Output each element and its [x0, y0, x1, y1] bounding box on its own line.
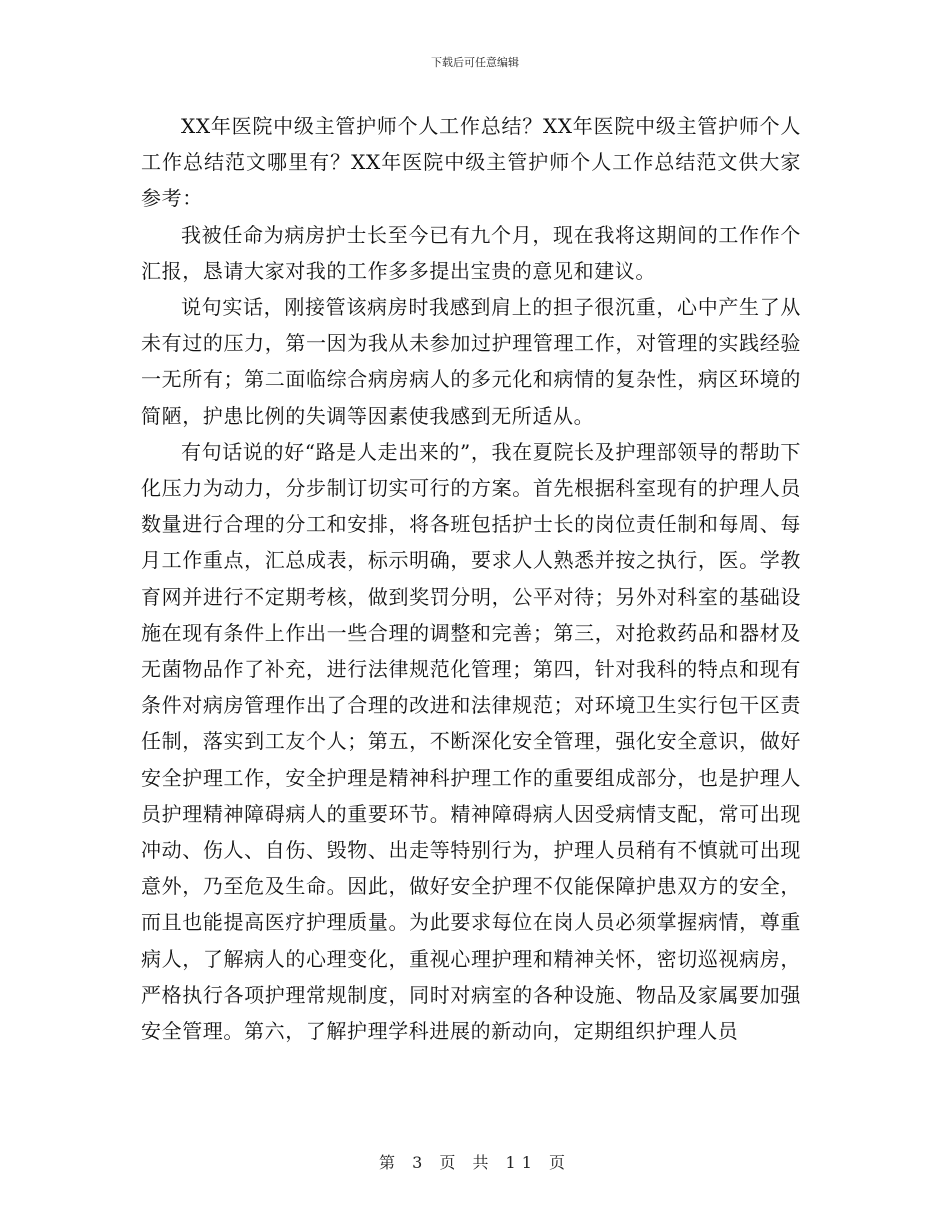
header-note: 下载后可任意编辑 [431, 56, 519, 69]
paragraph-pressure: 说句实话，刚接管该病房时我感到肩上的担子很沉重，心中产生了从未有过的压力，第一因为我从未参加过护理管理工作，对管理的实践经验一无所有；第二面临综合病房病人的多元化和病情的复杂性，病区环境的简陋，护患比例的失调等因素使我感到无所适从。 [141, 295, 801, 428]
document-body [141, 108, 801, 1049]
paragraph-appointment: 我被任命为病房护士长至今已有九个月，现在我将这期间的工作作个汇报，恳请大家对我的工作多多提出宝贵的意见和建议。 [141, 222, 801, 283]
paragraph-intro: XX年医院中级主管护师个人工作总结？XX年医院中级主管护师个人工作总结范文哪里有？XX年医院中级主管护师个人工作总结范文供大家参考： [141, 114, 801, 211]
paragraph-measures: 有句话说的好“路是人走出来的”，我在夏院长及护理部领导的帮助下化压力为动力，分步制订切实可行的方案。首先根据科室现有的护理人员数量进行合理的分工和安排，将各班包括护士长的岗位责任制和每周、每月工作重点，汇总成表，标示明确，要求人人熟悉并按之执行，医。学教育网并进行不定期考核，做到奖罚分明，公平对待；另外对科室的基础设施在现有条件上作出一些合理的调整和完善；第三，对抢救药品和器材及无菌物品作了补充，进行法律规范化管理；第四，针对我科的特点和现有条件对病房管理作出了合理的改进和法律规范；对环境卫生实行包干区责任制，落实到工友个人；第五，不断深化安全管理，强化安全意识，做好安全护理工作，安全护理是精神科护理工作的重要组成部分，也是护理人员护理精神障碍病人的重要环节。精神障碍病人因受病情支配，常可出现冲动、伤人、自伤、毁物、出走等特别行为，护理人员稍有不慎就可出现意外，乃至危及生命。因此，做好安全护理不仅能保障护患双方的安全，而且也能提高医疗护理质量。为此要求每位在岗人员必须掌握病情，尊重病人，了解病人的心理变化，重视心理护理和精神关怀，密切巡视病房，严格执行各项护理常规制度，同时对病室的各种设施、物品及家属要加强安全管理。第六，了解护理学科进展的新动向，定期组织护理人员 [141, 439, 801, 1044]
page-number: 第 3 页 共 11 页 [379, 1153, 571, 1172]
